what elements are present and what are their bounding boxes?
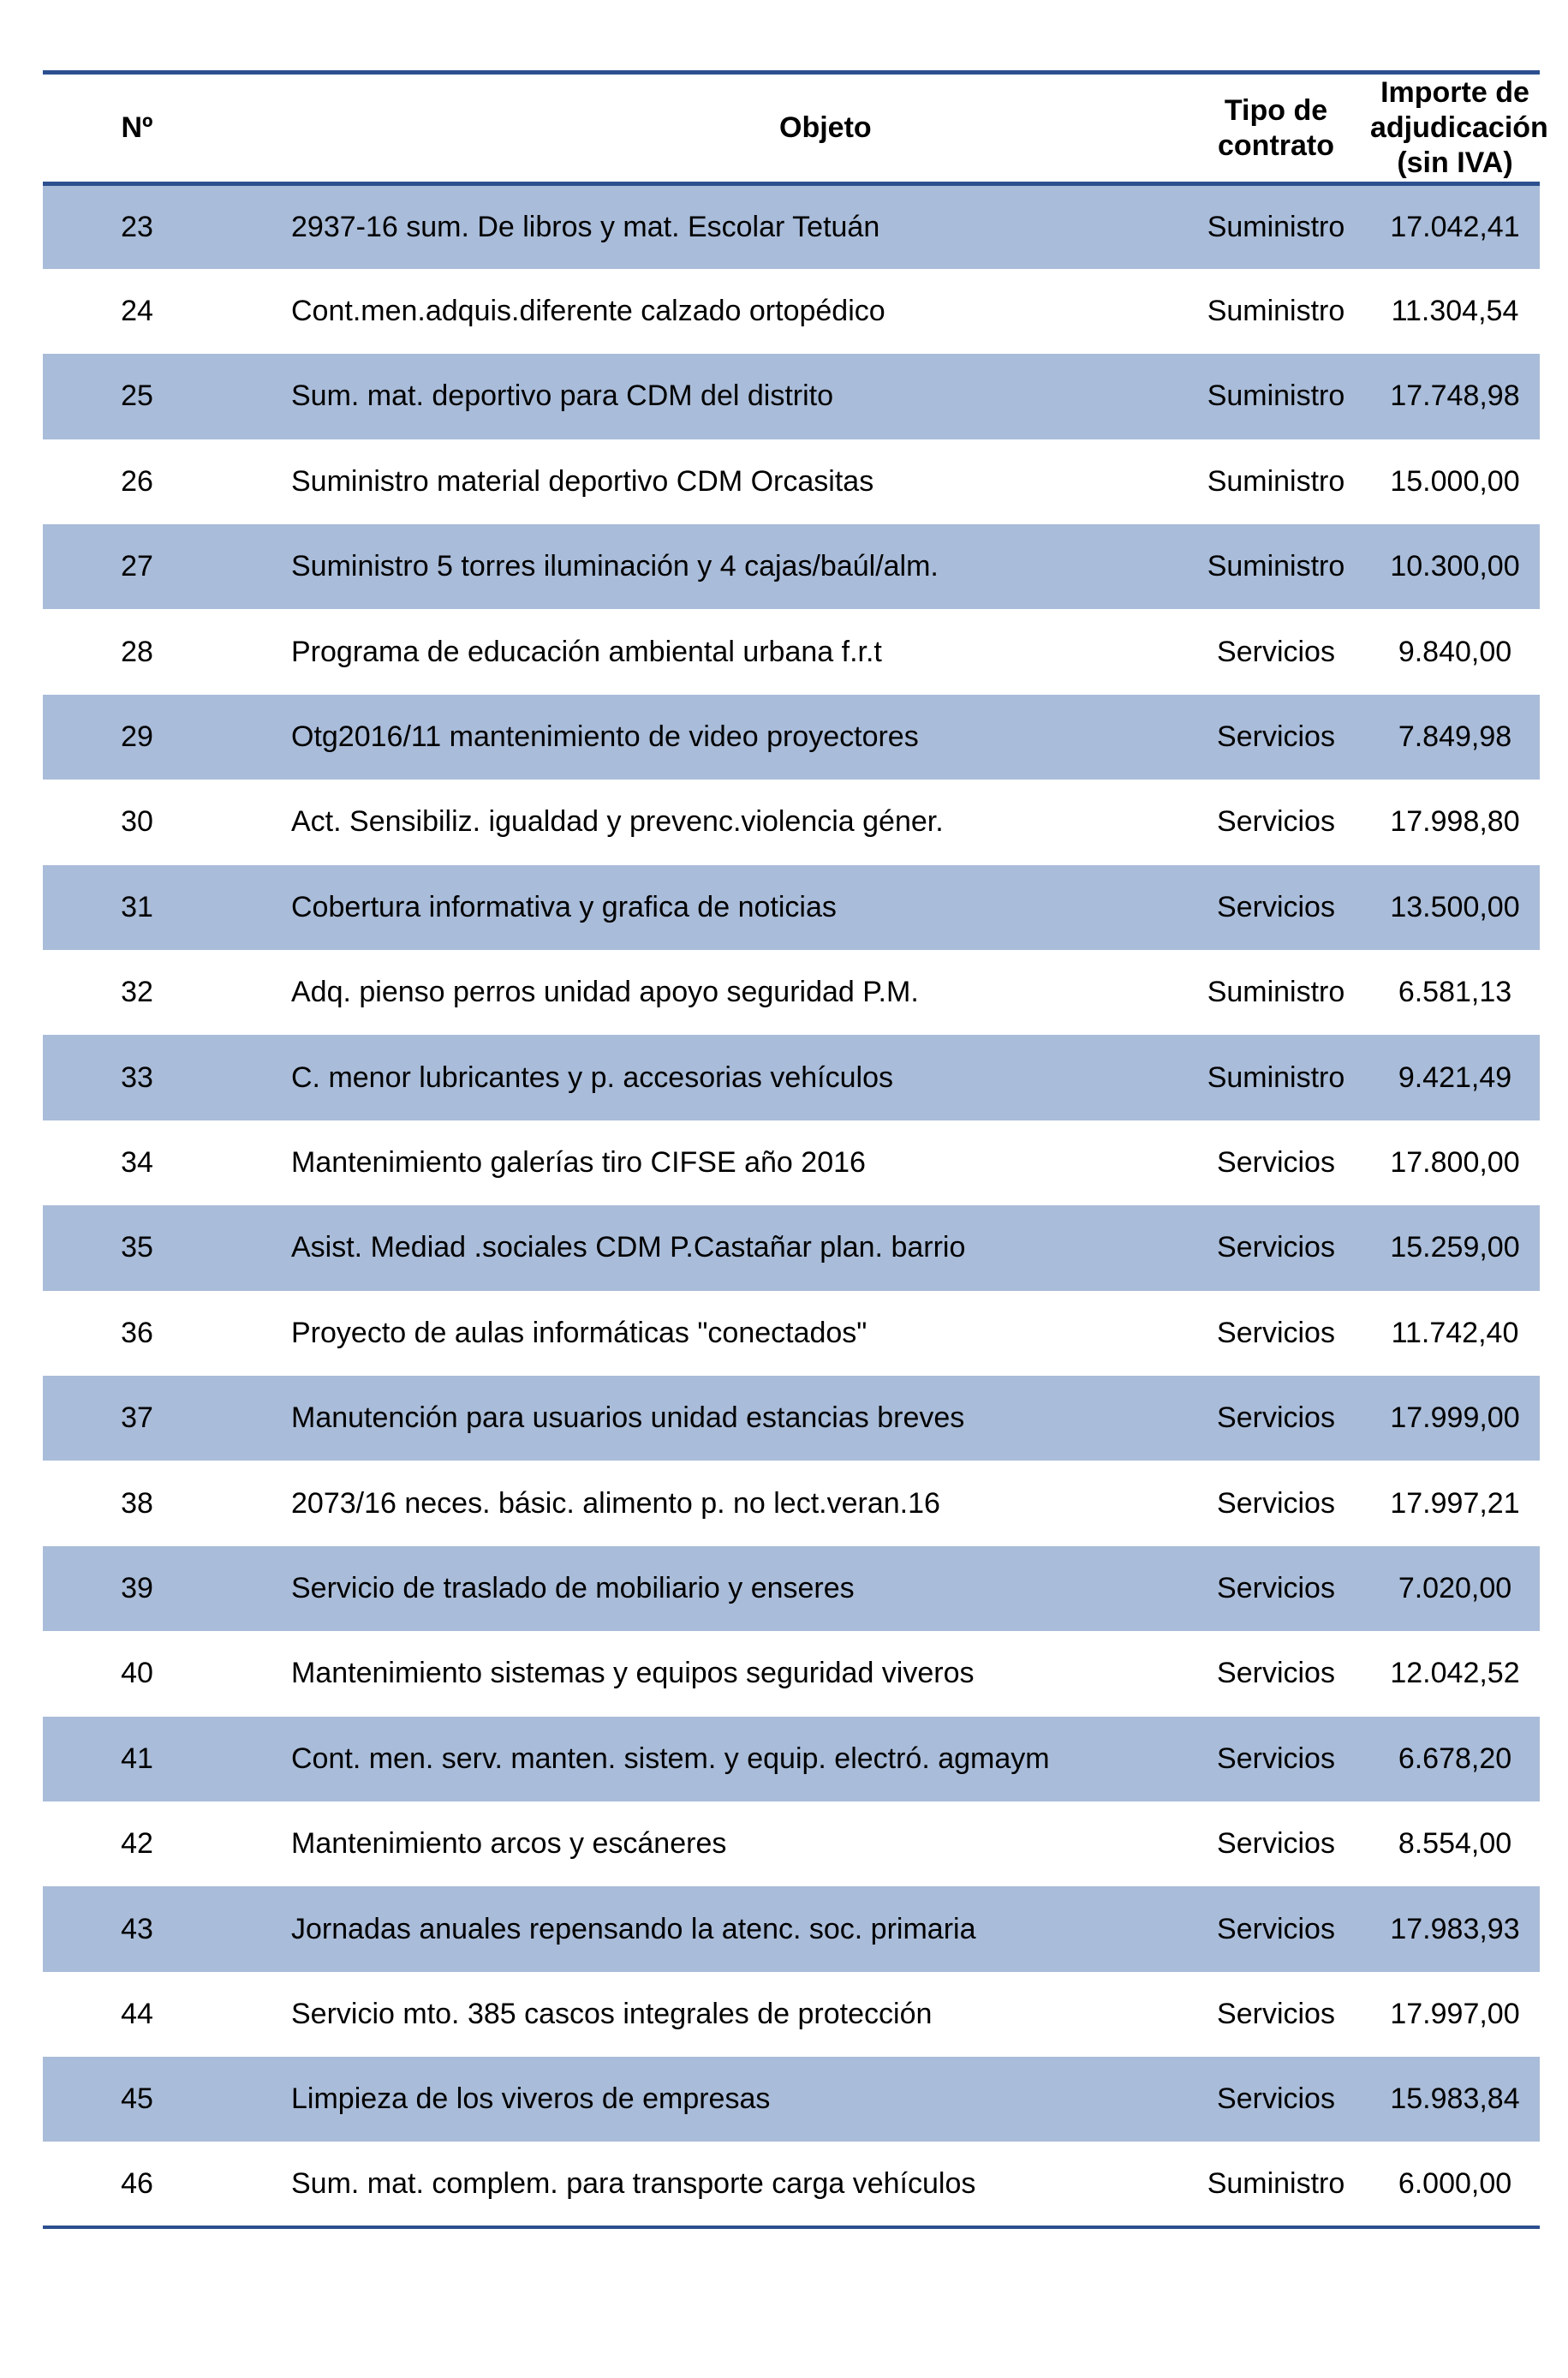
cell-objeto: Programa de educación ambiental urbana f.r.t	[291, 635, 882, 668]
cell-tipo: Servicios	[1217, 1657, 1335, 1690]
cell-tipo: Suministro	[1182, 354, 1370, 439]
cell-importe: 17.042,41	[1370, 184, 1540, 269]
cell-importe: 17.999,00	[1370, 1376, 1540, 1461]
table-row	[43, 1120, 1540, 1205]
cell-importe: 17.997,21	[1390, 1486, 1520, 1520]
table-header	[43, 73, 1548, 184]
cell-importe: 17.748,98	[1370, 354, 1540, 439]
cell-tipo: Servicios	[1217, 1145, 1335, 1179]
table-row	[43, 1291, 1540, 1376]
cell-objeto: Servicio de traslado de mobiliario y enseres	[231, 1546, 1182, 1631]
cell-num: 29	[43, 695, 231, 780]
cell-tipo: Servicios	[1217, 1997, 1335, 2030]
cell-importe: 6.678,20	[1370, 1717, 1540, 1801]
cell-objeto: Cobertura informativa y grafica de noticias	[231, 865, 1182, 950]
table-row	[43, 695, 1540, 780]
cell-num: 32	[121, 976, 153, 1009]
table-row	[43, 950, 1540, 1035]
cell-objeto: Mantenimiento sistemas y equipos seguridad viveros	[291, 1657, 975, 1690]
cell-tipo: Servicios	[1217, 805, 1335, 839]
table-row	[43, 524, 1540, 609]
table-row	[43, 1376, 1540, 1461]
cell-num: 41	[43, 1717, 231, 1801]
header-objeto: Objeto	[231, 73, 1182, 184]
cell-objeto: Jornadas anuales repensando la atenc. soc. primaria	[231, 1886, 1182, 1971]
table-row	[43, 2057, 1540, 2142]
cell-tipo: Servicios	[1182, 2057, 1370, 2142]
cell-tipo: Servicios	[1182, 1886, 1370, 1971]
cell-num: 31	[43, 865, 231, 950]
cell-importe: 10.300,00	[1370, 524, 1540, 609]
table-row	[43, 354, 1540, 439]
cell-num: 23	[43, 184, 231, 269]
table-row	[43, 1546, 1540, 1631]
cell-objeto: Servicio mto. 385 cascos integrales de protección	[291, 1997, 933, 2030]
table-row	[43, 1205, 1540, 1290]
contracts-page	[43, 70, 1548, 2229]
cell-importe: 12.042,52	[1390, 1657, 1520, 1690]
cell-objeto: Proyecto de aulas informáticas "conectados"	[291, 1316, 867, 1349]
cell-importe: 6.581,13	[1398, 976, 1512, 1009]
cell-objeto: Cont. men. serv. manten. sistem. y equip. electró. agmaym	[231, 1717, 1182, 1801]
table-row	[43, 184, 1540, 269]
header-num: Nº	[43, 73, 231, 184]
cell-tipo: Suministro	[1182, 2142, 1370, 2226]
table-row	[43, 439, 1540, 524]
cell-num: 24	[121, 295, 153, 328]
cell-importe: 15.000,00	[1390, 464, 1520, 498]
table-row	[43, 2142, 1540, 2226]
cell-importe: 7.020,00	[1370, 1546, 1540, 1631]
cell-objeto: Mantenimiento galerías tiro CIFSE año 2016	[291, 1145, 866, 1179]
cell-objeto: Manutención para usuarios unidad estancias breves	[231, 1376, 1182, 1461]
table-row	[43, 1631, 1540, 1716]
table-row	[43, 865, 1540, 950]
cell-importe: 9.421,49	[1370, 1035, 1540, 1120]
table-row	[43, 1717, 1540, 1801]
cell-importe: 17.983,93	[1370, 1886, 1540, 1971]
cell-importe: 17.997,00	[1390, 1997, 1520, 2030]
cell-tipo: Suministro	[1207, 464, 1345, 498]
cell-objeto: Mantenimiento arcos y escáneres	[291, 1827, 727, 1861]
cell-num: 25	[43, 354, 231, 439]
cell-tipo: Servicios	[1182, 1717, 1370, 1801]
cell-importe: 17.800,00	[1390, 1145, 1520, 1179]
cell-objeto: Suministro material deportivo CDM Orcasitas	[291, 464, 874, 498]
cell-importe: 11.742,40	[1391, 1316, 1519, 1349]
cell-objeto: Suministro 5 torres iluminación y 4 cajas/baúl/alm.	[231, 524, 1182, 609]
cell-tipo: Suministro	[1182, 184, 1370, 269]
table-row	[43, 780, 1540, 864]
cell-tipo: Servicios	[1217, 1316, 1335, 1349]
cell-num: 42	[121, 1827, 153, 1861]
cell-objeto: Cont.men.adquis.diferente calzado ortopédico	[291, 295, 885, 328]
cell-importe: 17.998,80	[1390, 805, 1520, 839]
cell-importe: 15.259,00	[1370, 1205, 1540, 1290]
table-row	[43, 1801, 1540, 1886]
cell-tipo: Servicios	[1217, 1486, 1335, 1520]
cell-importe: 7.849,98	[1370, 695, 1540, 780]
header-importe: Importe de adjudicación (sin IVA)	[1370, 73, 1540, 184]
cell-objeto: Otg2016/11 mantenimiento de video proyectores	[231, 695, 1182, 780]
cell-tipo: Suministro	[1182, 524, 1370, 609]
cell-tipo: Suministro	[1207, 976, 1345, 1009]
cell-num: 36	[121, 1316, 153, 1349]
cell-num: 45	[43, 2057, 231, 2142]
cell-num: 26	[121, 464, 153, 498]
cell-tipo: Suministro	[1207, 295, 1345, 328]
cell-objeto: Sum. mat. deportivo para CDM del distrito	[231, 354, 1182, 439]
cell-objeto: Adq. pienso perros unidad apoyo seguridad P.M.	[291, 976, 919, 1009]
cell-tipo: Servicios	[1182, 865, 1370, 950]
cell-objeto: Sum. mat. complem. para transporte carga vehículos	[231, 2142, 1182, 2226]
contracts-table	[43, 70, 1548, 2229]
table-body	[43, 184, 1540, 2227]
cell-importe: 11.304,54	[1391, 295, 1519, 328]
cell-num: 34	[121, 1145, 153, 1179]
cell-num: 44	[121, 1997, 153, 2030]
header-tipo: Tipo de contrato	[1182, 73, 1370, 184]
cell-importe: 6.000,00	[1370, 2142, 1540, 2226]
cell-objeto: 2937-16 sum. De libros y mat. Escolar Tetuán	[231, 184, 1182, 269]
table-row	[43, 1461, 1540, 1545]
cell-tipo: Servicios	[1182, 695, 1370, 780]
cell-tipo: Servicios	[1217, 635, 1335, 668]
cell-num: 37	[43, 1376, 231, 1461]
cell-num: 28	[121, 635, 153, 668]
cell-num: 46	[43, 2142, 231, 2226]
cell-tipo: Servicios	[1182, 1376, 1370, 1461]
cell-num: 38	[121, 1486, 153, 1520]
table-row	[43, 1886, 1540, 1971]
cell-importe: 9.840,00	[1398, 635, 1512, 668]
cell-importe: 13.500,00	[1370, 865, 1540, 950]
cell-objeto: 2073/16 neces. básic. alimento p. no lect.veran.16	[291, 1486, 940, 1520]
cell-importe: 8.554,00	[1398, 1827, 1512, 1861]
cell-num: 39	[43, 1546, 231, 1631]
table-row	[43, 269, 1540, 354]
cell-tipo: Servicios	[1182, 1546, 1370, 1631]
cell-num: 30	[121, 805, 153, 839]
cell-tipo: Servicios	[1217, 1827, 1335, 1861]
table-row	[43, 1972, 1540, 2057]
cell-num: 27	[43, 524, 231, 609]
table-row	[43, 1035, 1540, 1120]
cell-num: 35	[43, 1205, 231, 1290]
cell-num: 40	[121, 1657, 153, 1690]
cell-num: 43	[43, 1886, 231, 1971]
cell-objeto: Act. Sensibiliz. igualdad y prevenc.violencia géner.	[291, 805, 944, 839]
cell-objeto: C. menor lubricantes y p. accesorias vehículos	[231, 1035, 1182, 1120]
table-row	[43, 609, 1540, 694]
cell-importe: 15.983,84	[1370, 2057, 1540, 2142]
cell-num: 33	[43, 1035, 231, 1120]
cell-tipo: Servicios	[1182, 1205, 1370, 1290]
cell-objeto: Limpieza de los viveros de empresas	[231, 2057, 1182, 2142]
cell-tipo: Suministro	[1182, 1035, 1370, 1120]
cell-objeto: Asist. Mediad .sociales CDM P.Castañar plan. barrio	[231, 1205, 1182, 1290]
